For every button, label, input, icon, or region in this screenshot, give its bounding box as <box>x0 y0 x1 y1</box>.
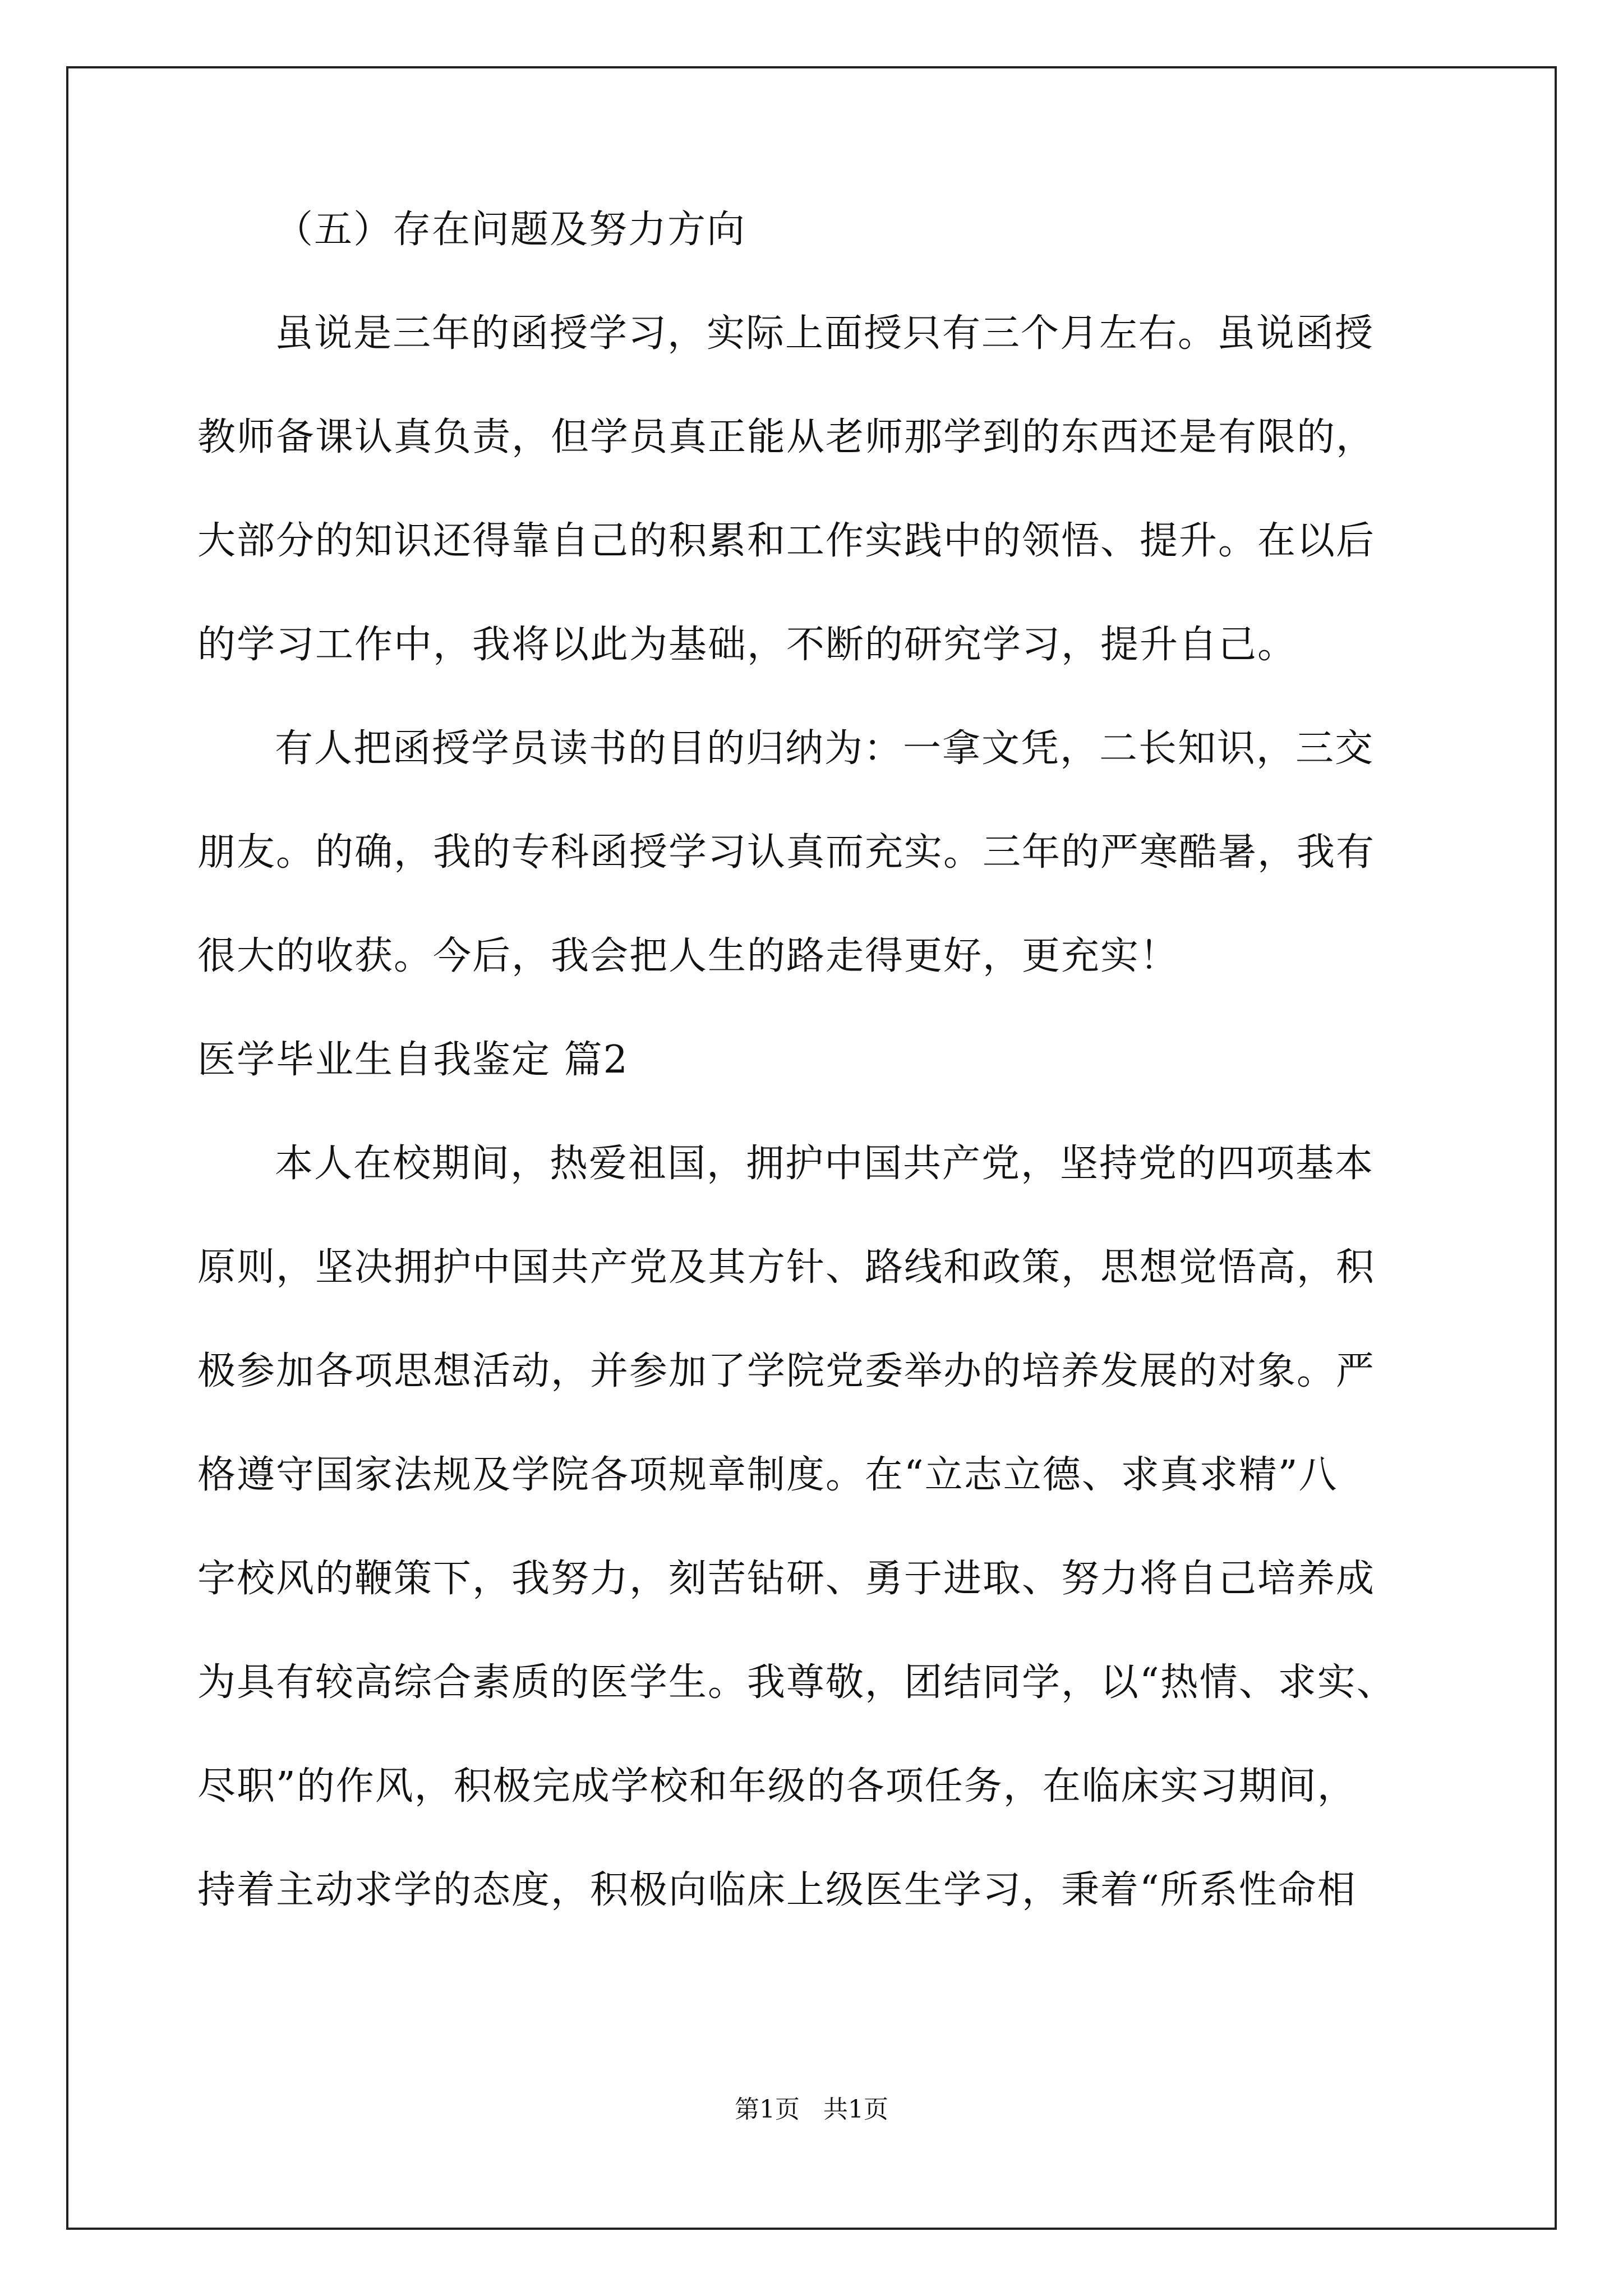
section-heading: （五）存在问题及努力方向 <box>275 208 746 252</box>
paragraph-line: 很大的收获。今后，我会把人生的路走得更好，更充实！ <box>197 934 1179 978</box>
paragraph-line: 原则，坚决拥护中国共产党及其方针、路线和政策，思想觉悟高，积 <box>197 1245 1376 1290</box>
paragraph-line: 本人在校期间，热爱祖国，拥护中国共产党，坚持党的四项基本 <box>275 1142 1375 1186</box>
page-footer: 第1页 共1页 <box>735 2095 888 2124</box>
article-title: 医学毕业生自我鉴定 篇2 <box>197 1038 629 1082</box>
paragraph-line: 尽职”的作风，积极完成学校和年级的各项任务，在临床实习期间， <box>197 1764 1357 1809</box>
paragraph-line: 字校风的鞭策下，我努力，刻苦钻研、勇于进取、努力将自己培养成 <box>197 1557 1376 1601</box>
paragraph-line: 格遵守国家法规及学院各项规章制度。在“立志立德、求真求精”八 <box>197 1453 1338 1497</box>
paragraph-line: 朋友。的确，我的专科函授学习认真而充实。三年的严寒酷暑，我有 <box>197 830 1376 875</box>
paragraph-line: 大部分的知识还得靠自己的积累和工作实践中的领悟、提升。在以后 <box>197 519 1376 563</box>
paragraph-line: 的学习工作中，我将以此为基础，不断的研究学习，提升自己。 <box>197 623 1297 667</box>
paragraph-line: 虽说是三年的函授学习，实际上面授只有三个月左右。虽说函授 <box>275 311 1375 356</box>
paragraph-line: 教师备课认真负责，但学员真正能从老师那学到的东西还是有限的， <box>197 415 1376 459</box>
paragraph-line: 为具有较高综合素质的医学生。我尊敬，团结同学，以“热情、求实、 <box>197 1660 1396 1705</box>
paragraph-line: 极参加各项思想活动，并参加了学院党委举办的培养发展的对象。严 <box>197 1349 1376 1393</box>
paragraph-line: 有人把函授学员读书的目的归纳为：一拿文凭，二长知识，三交 <box>275 726 1375 771</box>
paragraph-line: 持着主动求学的态度，积极向临床上级医生学习，秉着“所系性命相 <box>197 1868 1357 1912</box>
